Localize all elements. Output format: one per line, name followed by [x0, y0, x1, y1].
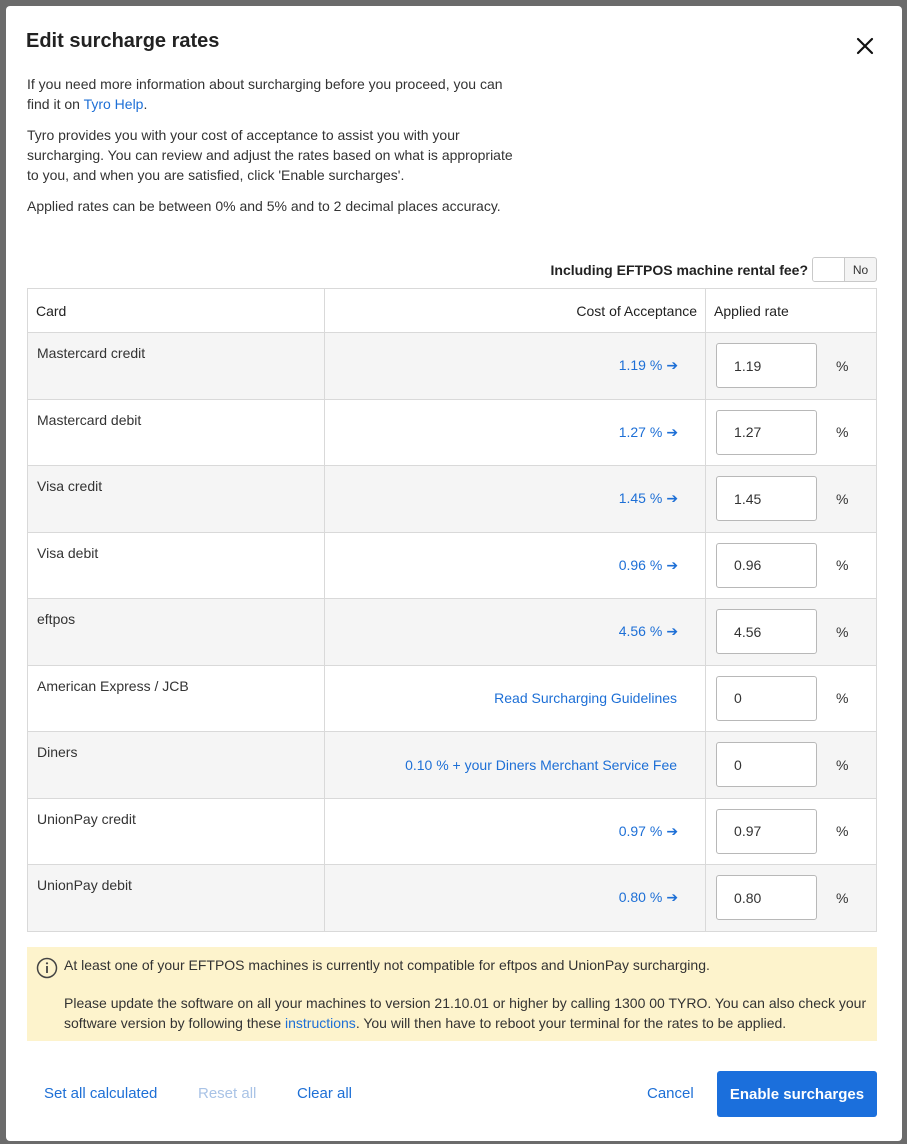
applied-rate-input[interactable] — [716, 875, 817, 920]
cost-of-acceptance-link[interactable]: Read Surcharging Guidelines — [494, 690, 678, 707]
cost-of-acceptance-cell — [324, 865, 705, 932]
edit-surcharge-modal — [6, 6, 902, 1141]
applied-rate-box — [716, 809, 876, 854]
cost-of-acceptance-link[interactable]: 0.10 % + your Diners Merchant Service Fee — [405, 756, 678, 773]
percent-symbol: % — [836, 889, 849, 906]
applied-rate-cell — [706, 399, 877, 466]
cost-of-acceptance-cell — [324, 532, 705, 599]
applied-rate-cell — [706, 665, 877, 732]
table-row — [28, 865, 877, 932]
percent-symbol: % — [836, 557, 849, 574]
notice-text-end: . You will then have to reboot your terminal for the rates to be applied. — [355, 1015, 787, 1031]
cost-of-acceptance-link[interactable]: 1.19 % — [618, 357, 663, 374]
intro-text — [27, 74, 527, 227]
percent-symbol: % — [836, 756, 849, 773]
cost-of-acceptance-cell — [324, 399, 705, 466]
applied-rate-box — [716, 543, 876, 588]
card-name: Mastercard debit — [28, 399, 325, 466]
percent-symbol: % — [836, 490, 849, 507]
intro-paragraph-cost: Tyro provides you with your cost of acceptance to assist you with your surcharging. You can review and adjust the rates based on what is appropriate to you, and when you are satisfied, click 'Enable surcharges'. — [27, 127, 513, 183]
arrow-right-icon[interactable]: ➔ — [666, 889, 679, 906]
applied-rate-cell — [706, 798, 877, 865]
toggle-knob — [813, 258, 845, 281]
cost-of-acceptance-cell — [324, 466, 705, 533]
applied-rate-box — [716, 343, 876, 388]
modal-footer — [6, 1071, 902, 1117]
card-name: American Express / JCB — [28, 665, 325, 732]
table-row — [28, 333, 877, 400]
applied-rate-cell — [706, 466, 877, 533]
applied-rate-input[interactable] — [716, 809, 817, 854]
applied-rate-cell — [706, 333, 877, 400]
toggle-state: No — [852, 262, 869, 277]
applied-column-header: Applied rate — [706, 289, 877, 333]
percent-symbol: % — [836, 823, 849, 840]
card-name: Mastercard credit — [28, 333, 325, 400]
arrow-right-icon[interactable]: ➔ — [666, 822, 679, 839]
applied-rate-box — [716, 742, 876, 787]
cost-of-acceptance-link[interactable]: 0.96 % — [618, 556, 663, 573]
instructions-link[interactable]: instructions — [285, 1015, 356, 1031]
tyro-help-link[interactable]: Tyro Help — [83, 96, 144, 112]
intro-help-end: . — [143, 96, 148, 112]
card-name: eftpos — [28, 599, 325, 666]
cost-of-acceptance-link[interactable]: 0.80 % — [618, 889, 663, 906]
set-all-calculated-button[interactable]: Set all calculated — [44, 1085, 158, 1102]
notice-line-1: At least one of your EFTPOS machines is currently not compatible for eftpos and UnionPay surcharging. — [64, 957, 710, 973]
table-row — [28, 599, 877, 666]
surcharge-rates-table — [27, 288, 877, 932]
clear-all-button[interactable]: Clear all — [297, 1085, 353, 1102]
applied-rate-input[interactable] — [716, 676, 817, 721]
card-name: Diners — [28, 732, 325, 799]
table-header-row — [28, 289, 877, 333]
percent-symbol: % — [836, 623, 849, 640]
applied-rate-input[interactable] — [716, 742, 817, 787]
arrow-right-icon[interactable]: ➔ — [666, 490, 679, 507]
intro-help-text: If you need more information about surcharging before you proceed, you can find it on — [27, 76, 503, 112]
applied-rate-box — [716, 476, 876, 521]
cost-of-acceptance-link[interactable]: 1.27 % — [618, 423, 663, 440]
applied-rate-box — [716, 410, 876, 455]
card-name: UnionPay debit — [28, 865, 325, 932]
arrow-right-icon[interactable]: ➔ — [666, 556, 679, 573]
close-button[interactable] — [854, 35, 876, 57]
cost-of-acceptance-cell — [324, 599, 705, 666]
table-row — [28, 798, 877, 865]
applied-rate-box — [716, 609, 876, 654]
card-name: UnionPay credit — [28, 798, 325, 865]
arrow-right-icon[interactable]: ➔ — [666, 423, 679, 440]
applied-rate-input[interactable] — [716, 343, 817, 388]
percent-symbol: % — [836, 357, 849, 374]
arrow-right-icon[interactable]: ➔ — [666, 623, 679, 640]
notice-line-2 — [64, 993, 867, 1033]
applied-rate-input[interactable] — [716, 476, 817, 521]
rental-fee-toggle[interactable] — [812, 257, 877, 282]
table-row — [28, 532, 877, 599]
applied-rate-input[interactable] — [716, 410, 817, 455]
table-row — [28, 466, 877, 533]
applied-rate-cell — [706, 532, 877, 599]
info-icon — [36, 957, 58, 979]
applied-rate-cell — [706, 599, 877, 666]
cost-of-acceptance-link[interactable]: 0.97 % — [618, 822, 663, 839]
reset-all-button[interactable]: Reset all — [198, 1085, 257, 1102]
notice-text: Please update the software on all your machines to version 21.10.01 or higher by calling 1300 00 TYRO. You can also check your software version by following these — [64, 995, 867, 1031]
card-name: Visa credit — [28, 466, 325, 533]
card-name: Visa debit — [28, 532, 325, 599]
cost-of-acceptance-link[interactable]: 1.45 % — [618, 490, 663, 507]
cost-of-acceptance-link[interactable]: 4.56 % — [618, 623, 663, 640]
intro-paragraph-help — [27, 74, 527, 114]
cancel-button[interactable]: Cancel — [647, 1085, 694, 1102]
enable-surcharges-button[interactable]: Enable surcharges — [717, 1071, 877, 1117]
percent-symbol: % — [836, 424, 849, 441]
cost-of-acceptance-cell — [324, 732, 705, 799]
modal-title: Edit surcharge rates — [26, 30, 220, 52]
applied-rate-box — [716, 875, 876, 920]
close-icon — [854, 35, 876, 57]
cost-of-acceptance-cell — [324, 798, 705, 865]
table-row — [28, 399, 877, 466]
cost-of-acceptance-cell — [324, 333, 705, 400]
compatibility-notice — [27, 947, 877, 1041]
applied-rate-input[interactable] — [716, 543, 817, 588]
applied-rate-box — [716, 676, 876, 721]
applied-rate-cell — [706, 865, 877, 932]
applied-rate-input[interactable] — [716, 609, 817, 654]
table-row — [28, 665, 877, 732]
rental-fee-label: Including EFTPOS machine rental fee? — [550, 261, 808, 278]
arrow-right-icon[interactable]: ➔ — [666, 357, 679, 374]
percent-symbol: % — [836, 690, 849, 707]
intro-paragraph-range: Applied rates can be between 0% and 5% and to 2 decimal places accuracy. — [27, 198, 501, 214]
card-column-header: Card — [28, 289, 325, 333]
applied-rate-cell — [706, 732, 877, 799]
cost-column-header: Cost of Acceptance — [324, 289, 705, 333]
cost-of-acceptance-cell — [324, 665, 705, 732]
rental-fee-toggle-row — [551, 257, 878, 282]
table-row — [28, 732, 877, 799]
